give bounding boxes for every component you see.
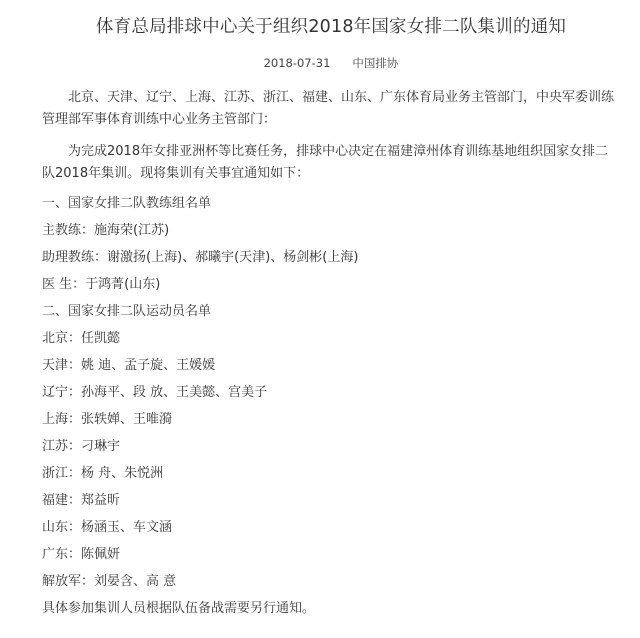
athletes-tianjin: 天津：姚 迪、孟子旋、王媛媛 (42, 358, 216, 373)
athletes-fujian: 福建：郑益昕 (42, 493, 121, 508)
coach-head: 主教练：施海荣(江苏) (42, 223, 170, 238)
team-doctor: 医 生：于鸿菁(山东) (42, 277, 161, 292)
article-body (42, 87, 620, 617)
athletes-shanghai: 上海：张轶婵、王唯漪 (42, 412, 173, 427)
article-source: 中国排协 (352, 56, 399, 70)
publish-date: 2018-07-31 (263, 56, 331, 70)
page-title: 体育总局排球中心关于组织2018年国家女排二队集训的通知 (95, 17, 567, 37)
article-meta (42, 55, 620, 71)
athletes-zhejiang: 浙江：杨 舟、朱悦洲 (42, 466, 164, 481)
coach-assistants: 助理教练：谢激扬(上海)、郝曦宇(天津)、杨剑彬(上海) (42, 250, 359, 265)
section-heading-athletes: 二、国家女排二队运动员名单 (42, 304, 212, 319)
section-heading-coaches: 一、国家女排二队教练组名单 (42, 196, 212, 211)
closing-note: 具体参加集训人员根据队伍备战需要另行通知。 (42, 601, 316, 616)
athletes-guangdong: 广东：陈佩妍 (42, 547, 121, 562)
athletes-jiangsu: 江苏：刁琳宇 (42, 439, 121, 454)
athletes-beijing: 北京：任凯懿 (42, 331, 121, 346)
salutation-paragraph: 北京、天津、辽宁、上海、江苏、浙江、福建、山东、广东体育局业务主管部门，中央军委训练管理部军事体育训练中心业务主管部门： (42, 90, 615, 127)
athletes-liaoning: 辽宁：孙海平、段 放、王美懿、宫美子 (42, 385, 268, 400)
intro-paragraph: 为完成2018年女排亚洲杯等比赛任务，排球中心决定在福建漳州体育训练基地组织国家女排二队2018年集训。现将集训有关事宜通知如下： (42, 144, 609, 181)
athletes-pla: 解放军：刘晏含、高 意 (42, 574, 177, 589)
athletes-shandong: 山东：杨涵玉、车文涵 (42, 520, 173, 535)
